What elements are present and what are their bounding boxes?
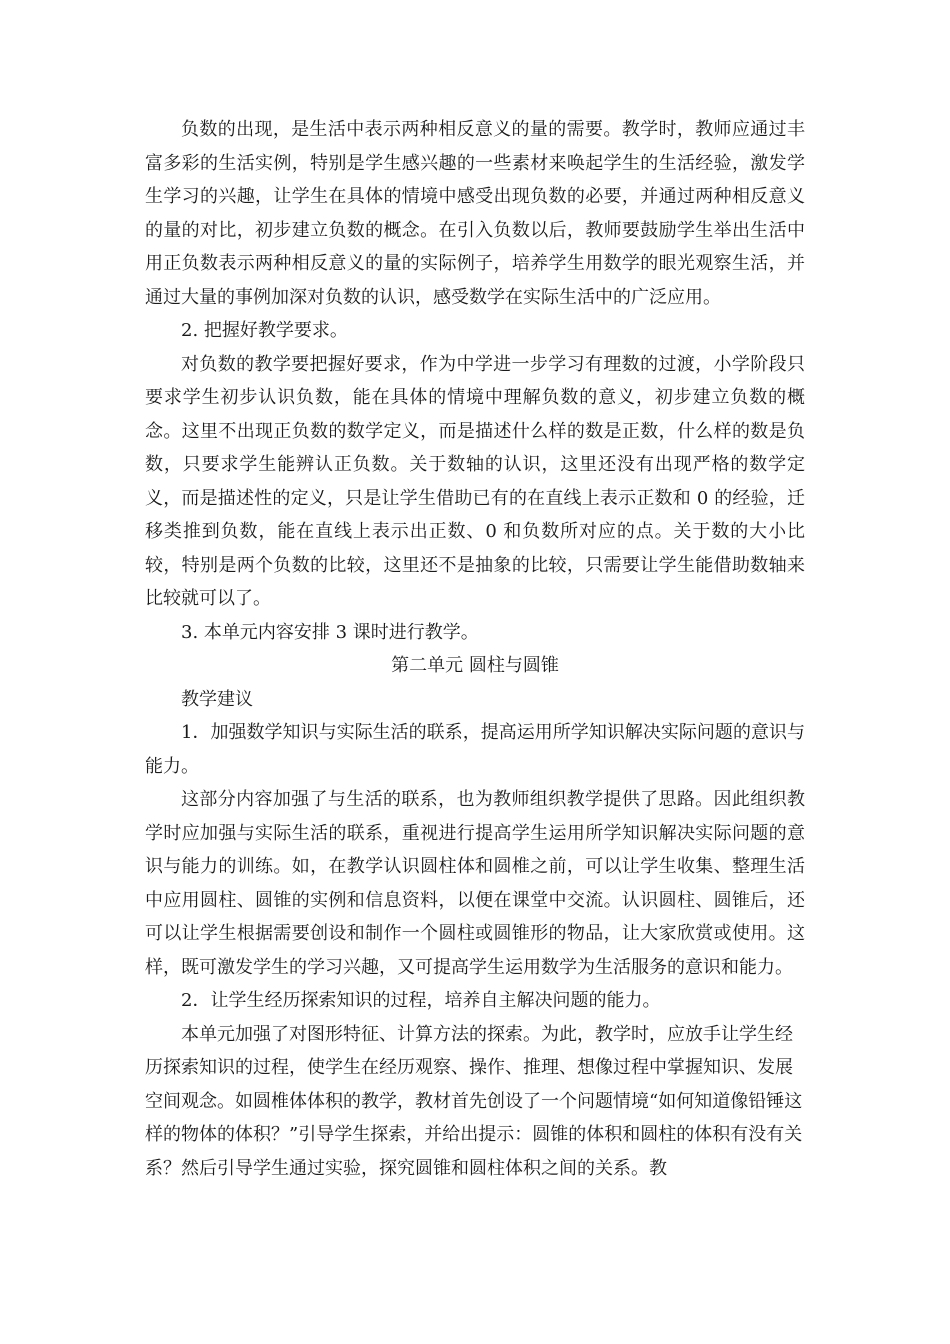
heading-lesson-count: 3. 本单元内容安排 3 课时进行教学。 [181, 621, 479, 643]
paragraph-negative-numbers: 负数的出现，是生活中表示两种相反意义的量的需要。教学时，教师应通过丰富多彩的生活实例，特别是学生感兴趣的一些素材来唤起学生的生活经验，激发学生学习的兴趣，让学生在具体的情境中感受出现负数的必要，并通过两种相反意义的量的对比，初步建立负数的概念。在引入负数以后，教师要鼓励学生举出生活中用正负数表示两种相反意义的量的实际例子，培养学生用数学的眼光观察生活，并通过大量的事例加深对负数的认识，感受数学在实际生活中的广泛应用。 [145, 119, 805, 308]
heading-teaching-requirements: 2. 把握好教学要求。 [181, 320, 348, 341]
list-item-1: 1．加强数学知识与实际生活的联系，提高运用所学知识解决实际问题的意识与能力。 [145, 722, 805, 777]
paragraph-real-life: 这部分内容加强了与生活的联系，也为教师组织教学提供了思路。因此组织教学时应加强与实际生活的联系，重视进行提高学生运用所学知识解决实际问题的意识与能力的训练。如，在教学认识圆柱体和圆椎之前，可以让学生收集、整理生活中应用圆柱、圆锥的实例和信息资料，以便在课堂中交流。认识圆柱、圆锥后，还可以让学生根据需要创设和制作一个圆柱或圆锥形的物品，让大家欣赏或使用。这样，既可激发学生的学习兴趣，又可提高学生运用数学为生活服务的意识和能力。 [145, 789, 805, 978]
document-page [145, 113, 805, 1185]
paragraph-exploration: 本单元加强了对图形特征、计算方法的探索。为此，教学时，应放手让学生经历探索知识的过程，使学生在经历观察、操作、推理、想像过程中掌握知识、发展空间观念。如圆椎体体积的教学，教材首先创设了一个问题情境“如何知道像铅锤这样的物体的体积？”引导学生探索，并给出提示：圆锥的体积和圆柱的体积有没有关系？然后引导学生通过实验，探究圆锥和圆柱体积之间的关系。教 [145, 1023, 803, 1179]
paragraph-requirements: 对负数的教学要把握好要求，作为中学进一步学习有理数的过渡，小学阶段只要求学生初步认识负数，能在具体的情境中理解负数的意义，初步建立负数的概念。这里不出现正负数的数学定义，而是描述什么样的数是正数，什么样的数是负数，只要求学生能辨认正负数。关于数轴的认识，这里还没有出现严格的数学定义，而是描述性的定义，只是让学生借助已有的在直线上表示正数和 0 的经验，迁移类推到负数，能在直线上表示出正数、0 和负数所对应的点。关于数的大小比较，特别是两个负数的比较，这里还不是抽象的比较，只需要让学生能借助数轴来比较就可以了。 [145, 353, 805, 609]
unit-title: 第二单元 圆柱与圆锥 [391, 655, 559, 676]
section-heading-suggestions: 教学建议 [181, 688, 253, 710]
list-item-2: 2．让学生经历探索知识的过程，培养自主解决问题的能力。 [181, 990, 661, 1011]
